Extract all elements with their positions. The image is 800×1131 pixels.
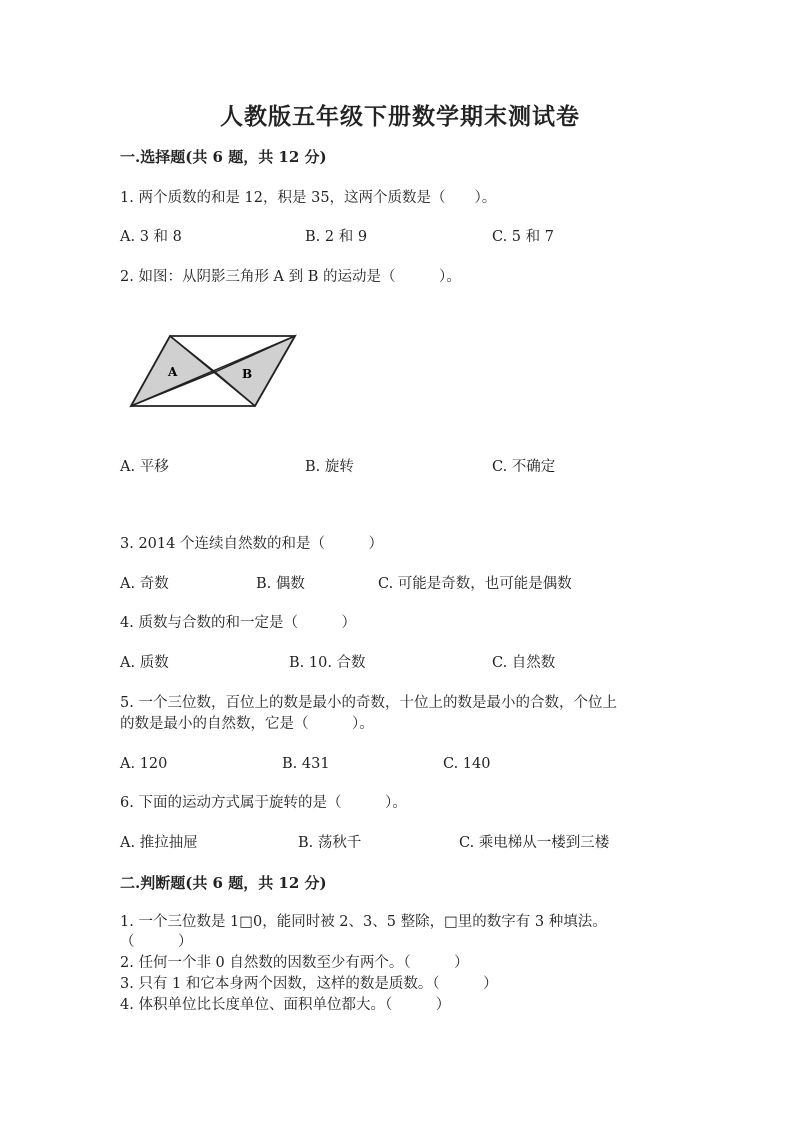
q5-option-a: A. 120: [120, 756, 168, 772]
q3-option-b: B. 偶数: [256, 576, 305, 592]
judge-item-3: 3. 只有 1 和它本身两个因数，这样的数是质数。（ ）: [120, 976, 498, 992]
label-a: A: [168, 365, 178, 379]
question-1: 1. 两个质数的和是 12，积是 35，这两个质数是（ ）。: [120, 190, 497, 206]
question-6: 6. 下面的运动方式属于旋转的是（ ）。: [120, 795, 407, 811]
q2-option-c: C. 不确定: [492, 459, 556, 475]
q4-option-a: A. 质数: [120, 655, 169, 671]
question-5-line-1: 5. 一个三位数，百位上的数是最小的奇数，十位上的数是最小的合数，个位上: [120, 695, 617, 711]
judge-item-1: 1. 一个三位数是 1□0，能同时被 2、3、5 整除，□里的数字有 3 种填法。: [120, 914, 607, 930]
q4-option-b: B. 10. 合数: [289, 655, 366, 671]
q2-option-b: B. 旋转: [305, 459, 354, 475]
q2-option-a: A. 平移: [120, 459, 169, 475]
question-4: 4. 质数与合数的和一定是（ ）: [120, 615, 356, 631]
question-3: 3. 2014 个连续自然数的和是（ ）: [120, 536, 383, 552]
parallelogram-figure: [125, 330, 305, 412]
q6-option-b: B. 荡秋千: [298, 835, 362, 851]
q3-option-a: A. 奇数: [120, 576, 169, 592]
question-2: 2. 如图：从阴影三角形 A 到 B 的运动是（ ）。: [120, 269, 461, 285]
q5-option-b: B. 431: [282, 756, 330, 772]
q1-option-a: A. 3 和 8: [120, 229, 182, 245]
q6-option-a: A. 推拉抽屉: [120, 835, 198, 851]
q6-option-c: C. 乘电梯从一楼到三楼: [459, 835, 610, 851]
q5-option-c: C. 140: [443, 756, 491, 772]
triangle-b: [215, 336, 295, 406]
q3-option-c: C. 可能是奇数，也可能是偶数: [378, 576, 572, 592]
q1-option-b: B. 2 和 9: [305, 229, 368, 245]
q1-option-c: C. 5 和 7: [492, 229, 554, 245]
section-heading-choice: 一.选择题(共 6 题，共 12 分): [120, 148, 327, 166]
q4-option-c: C. 自然数: [492, 655, 556, 671]
question-5-line-2: 的数是最小的自然数，它是（ ）。: [120, 716, 374, 732]
judge-item-1-answer-blank: （ ）: [120, 934, 193, 950]
label-b: B: [242, 367, 253, 381]
judge-item-4: 4. 体积单位比长度单位、面积单位都大。（ ）: [120, 997, 451, 1013]
section-heading-judgement: 二.判断题(共 6 题，共 12 分): [120, 874, 327, 892]
page-title: 人教版五年级下册数学期末测试卷: [220, 103, 580, 130]
judge-item-2: 2. 任何一个非 0 自然数的因数至少有两个。（ ）: [120, 955, 469, 971]
